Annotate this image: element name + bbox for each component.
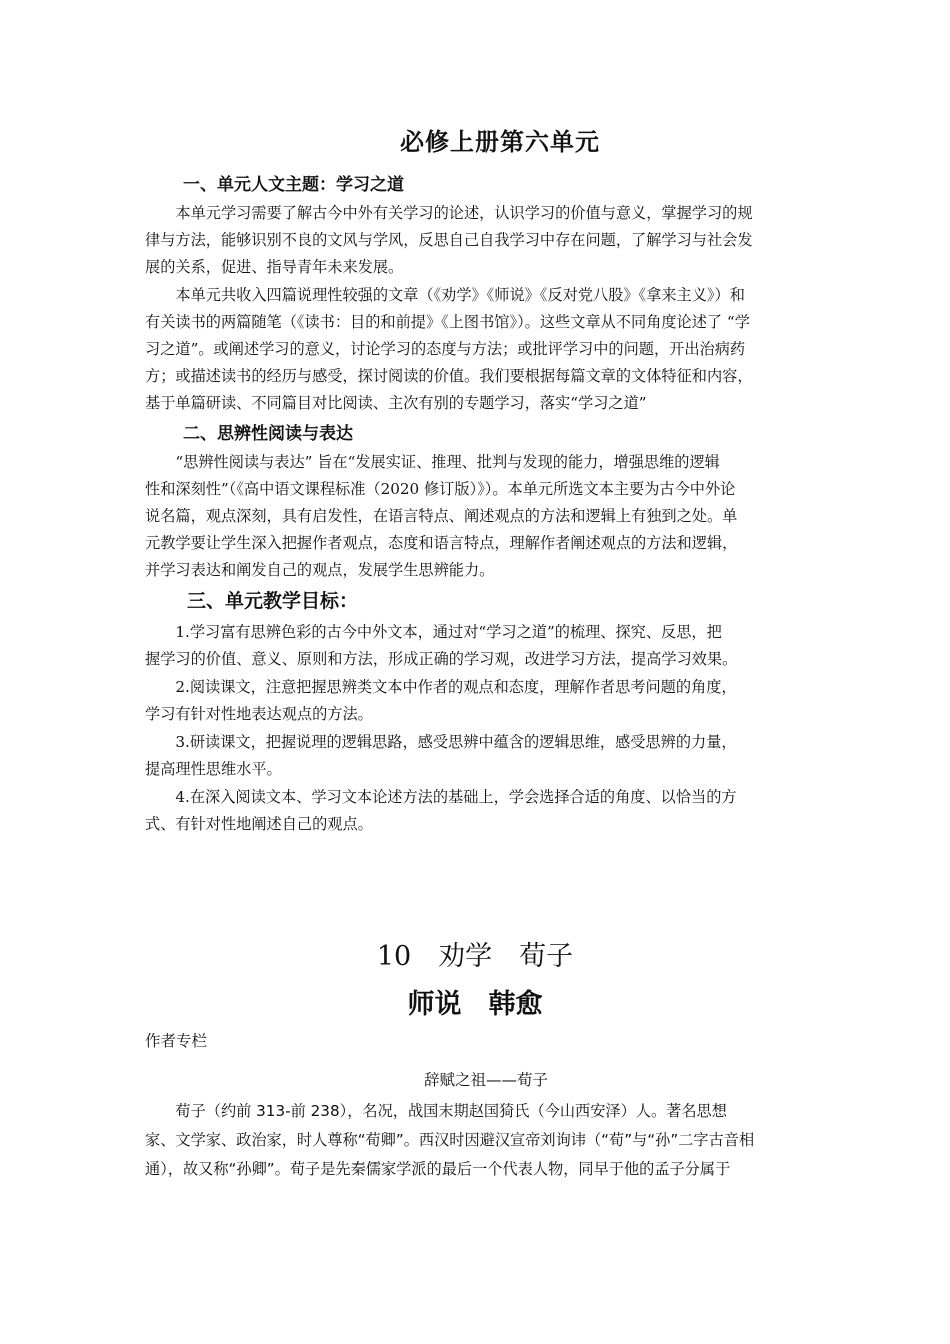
paragraph-unit-intro: 本单元学习需要了解古今中外有关学习的论述，认识学习的价值与意义，掌握学习的规 律与方法，能够识别不良的文风与学风，反思自己自我学习中存在问题，了解学习与社会发 展的关系，促进、指导青年未来发展。 bbox=[145, 204, 753, 276]
section-heading-3: 三、单元教学目标： bbox=[187, 590, 359, 612]
author-bio-paragraph: 荀子（约前 313-前 238），名况，战国末期赵国猗氏（今山西安泽）人。著名思想 家、文学家、政治家，时人尊称“荀卿”。西汉时因避汉宣帝刘询讳（“荀”与“孙”二字古音相 通），故又称“孙卿”。荀子是先秦儒家学派的最后一个代表人物，同早于他的孟子分属于 bbox=[145, 1102, 755, 1178]
objective-item: 4.在深入阅读文本、学习文本论述方法的基础上，学会选择合适的角度、以恰当的方 式、有针对性地阐述自己的观点。 bbox=[145, 788, 737, 833]
author-column-label: 作者专栏 bbox=[145, 1032, 208, 1050]
objective-item: 3.研读课文，把握说理的逻辑思路，感受思辨中蕴含的逻辑思维，感受思辨的力量， 提高理性思维水平。 bbox=[145, 733, 737, 778]
objective-item: 2.阅读课文，注意把握思辨类文本中作者的观点和态度，理解作者思考问题的角度， 学习有针对性地表达观点的方法。 bbox=[145, 678, 737, 723]
lesson-title-line-1: 10 劝学 荀子 bbox=[376, 941, 574, 972]
paragraph-unit-texts: 本单元共收入四篇说理性较强的文章（《劝学》《师说》《反对党八股》《拿来主义》）和 有关读书的两篇随笔（《读书：目的和前提》《上图书馆》）。这些文章从不同角度论述了 “学 习之道”。或阐述学习的意义，讨论学习的态度与方法；或批评学习中的问题，开出治病药 方；或描述读书的经历与感受，探讨阅读的价值。我们要根据每篇文章的文体特征和内容， 基于单篇研读、不同篇目对比阅读、主次有别的专题学习，落实“学习之道” bbox=[145, 286, 753, 412]
author-subtitle: 辞赋之祖——荀子 bbox=[424, 1071, 549, 1089]
section-heading-1: 一、单元人文主题：学习之道 bbox=[183, 175, 404, 195]
lesson-title-line-2: 师说 韩愈 bbox=[407, 989, 543, 1020]
page-title: 必修上册第六单元 bbox=[400, 128, 600, 156]
objective-item: 1.学习富有思辨色彩的古今中外文本，通过对“学习之道”的梳理、探究、反思，把 握学习的价值、意义、原则和方法，形成正确的学习观，改进学习方法，提高学习效果。 bbox=[145, 623, 738, 668]
paragraph-critical-reading: “思辨性阅读与表达” 旨在“发展实证、推理、批判与发现的能力，增强思维的逻辑 性和深刻性”（《高中语文课程标准（2020 修订版）》）。本单元所选文本主要为古今中外论 说名篇，观点深刻，具有启发性，在语言特点、阐述观点的方法和逻辑上有独到之处。单 元教学要让学生深入把握作者观点，态度和语言特点，理解作者阐述观点的方法和逻辑， 并学习表达和阐发自己的观点，发展学生思辨能力。 bbox=[145, 453, 738, 579]
section-heading-2: 二、思辨性阅读与表达 bbox=[183, 424, 353, 444]
